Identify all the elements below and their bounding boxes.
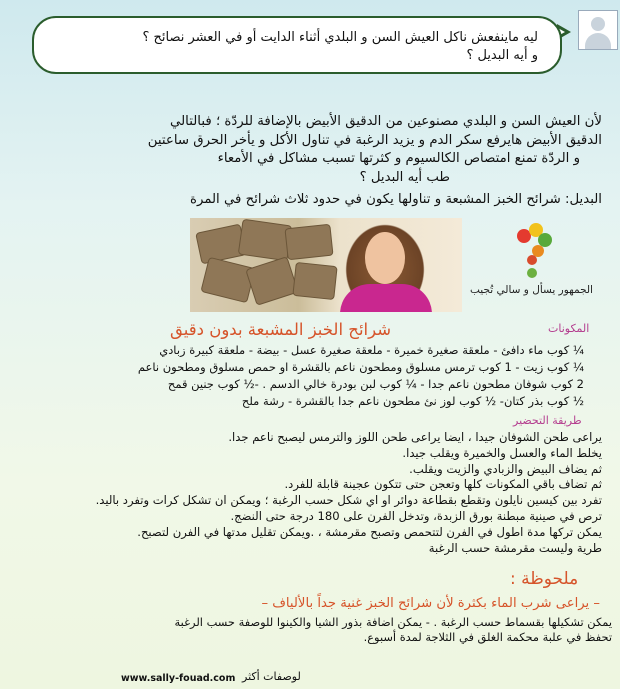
question-line: ليه ماينفعش ناكل العيش السن و البلدي أثناء الدايت أو في العشر نصائح ؟ [142, 30, 538, 45]
answer-line: و الردّة تمنع امتصاص الكالسيوم و كثرتها تسبب مشاكل في الأمعاء [217, 151, 580, 166]
preparation-heading: طريقة التحضير [513, 414, 582, 427]
footer-label: لوصفات أكثر [242, 670, 301, 683]
note-line: يمكن تشكيلها بقسماط حسب الرغبة . - يمكن اضافة بذور الشيا والكينوا للوصفة حسب الرغبة [174, 615, 612, 629]
step-line: طرية وليست مقرمشة حسب الرغبة [428, 540, 602, 555]
step-line: يراعى طحن الشوفان جيدا ، ايضا يراعى طحن اللوز والترمس ليصبح ناعم جدا. [228, 430, 602, 444]
recipe-title: شرائح الخبز المشبعة بدون دقيق [170, 320, 392, 339]
answer-line: لأن العيش السن و البلدي مصنوعين من الدقيق الأبيض بالإضافة للردّة ؛ فبالتالي [170, 114, 602, 129]
ingredient-line: ½ كوب بذر كتان- ½ كوب لوز نئ مطحون ناعم جدا بالقشرة - رشة ملح [241, 394, 584, 408]
ingredient-line: 2 كوب شوفان مطحون ناعم جدا - ¼ كوب لبن بودرة خالي الدسم . -½ كوب جنين قمح [167, 377, 584, 391]
step-line: يخلط الماء والعسل والخميرة ويقلب جيدا. [402, 445, 602, 460]
website-link[interactable]: www.sally-fouad.com [121, 673, 236, 684]
step-line: ثم تضاف باقي المكونات كلها وتعجن حتى تتكون عجينة قابلة للفرد. [284, 477, 602, 492]
alternative-text: البديل: شرائح الخبز المشبعة و تناولها يكون في حدود ثلاث شرائح في المرة [190, 192, 602, 207]
preparation-steps [12, 430, 602, 556]
bread-and-presenter-photo [190, 218, 462, 312]
ingredients-list [18, 342, 584, 410]
note-line: تحفظ في علبة محكمة الغلق في الثلاجة لمدة أسبوع. [363, 630, 612, 644]
question-mark-icon [514, 222, 554, 280]
note-heading: ملحوظة : [510, 569, 579, 589]
ingredients-heading: المكونات [548, 322, 590, 335]
note-main: – يراعى شرب الماء بكثرة لأن شرائح الخبز غنية جداً بالألياف – [261, 596, 600, 611]
user-avatar-icon [578, 10, 618, 50]
question-line: و أيه البديل ؟ [466, 48, 538, 63]
answer-text [20, 113, 602, 187]
step-line: ترص في صينية مبطنة بورق الزبدة، وتدخل الفرن على 180 درجة حتى النضج. [230, 508, 602, 523]
step-line: تفرد بين كيسين نايلون وتقطع بقطاعة دوائر او اي شكل حسب الرغبة ؛ ويمكن ان تشكل كرات وتفرد باليد. [95, 493, 602, 508]
ingredient-line: ¼ كوب زيت - 1 كوب ترمس مسلوق ومطحون ناعم بالقشرة او حمص مسلوق ومطحون ناعم [137, 360, 584, 374]
answer-line: الدقيق الأبيض هايرفع سكر الدم و يزيد الرغبة في تناول الأكل و يأخر الحرق ساعتين [147, 132, 602, 148]
photo-caption: الجمهور يسأل و سالي تُجيب [470, 284, 593, 296]
step-line: يمكن تركها مدة اطول في الفرن لتتحمص وتصبح مقرمشة ، .ويمكن تقليل مدتها في الفرن لتصبح. [137, 524, 602, 539]
step-line: ثم يضاف البيض والزبادي والزيت ويقلب. [409, 461, 602, 476]
ingredient-line: ¼ كوب ماء دافئ - ملعقة صغيرة خميرة - ملعقة صغيرة عسل - بيضة - ملعقة كبيرة زبادي [159, 343, 584, 357]
question-bubble [32, 16, 562, 74]
notes-list [30, 615, 612, 645]
answer-line: طب أيه البديل ؟ [359, 169, 450, 185]
